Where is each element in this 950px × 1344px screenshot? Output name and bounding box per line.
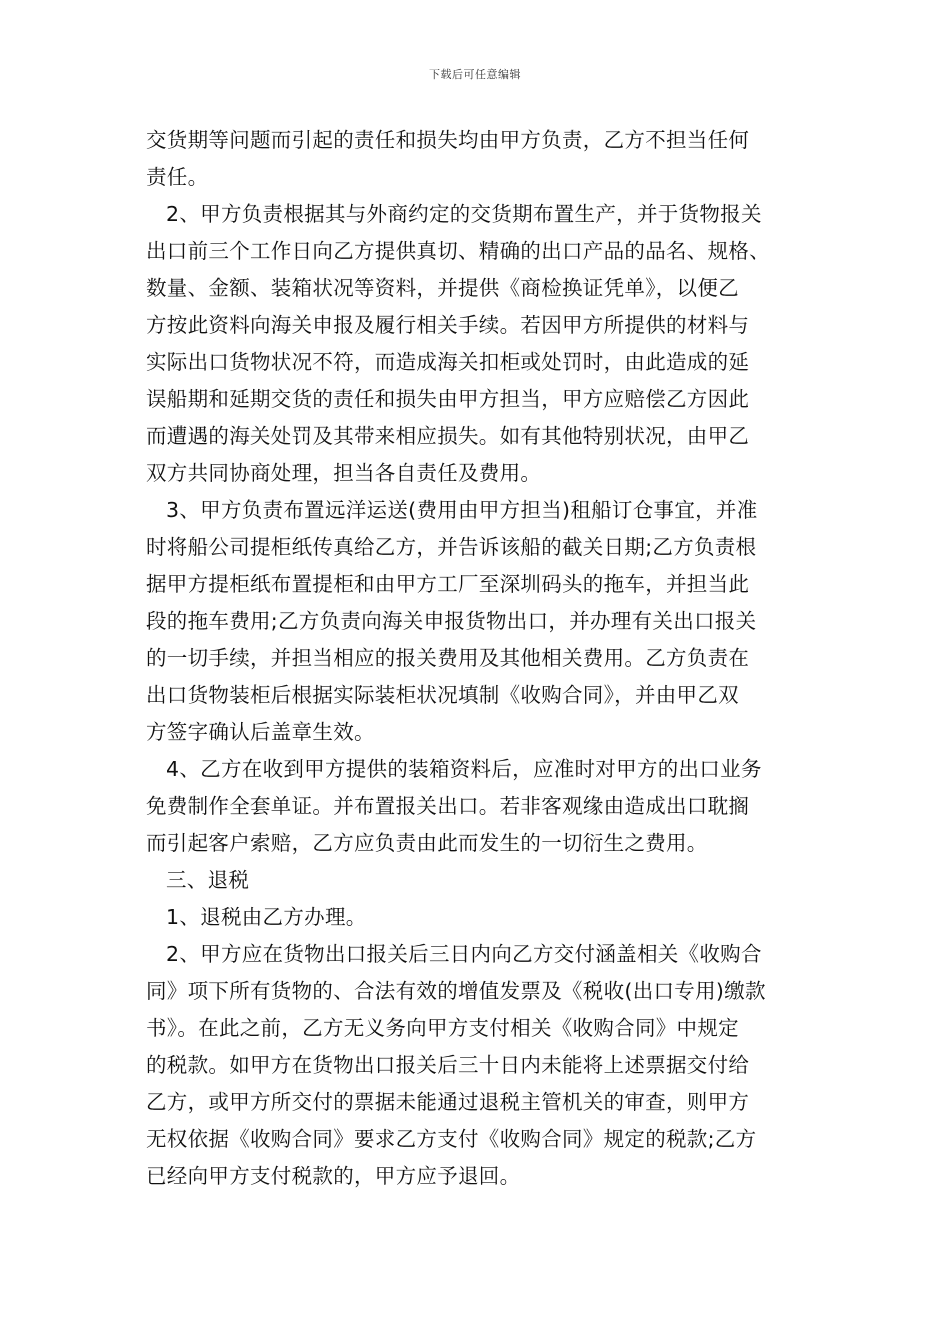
text-line: 的税款。如甲方在货物出口报关后三十日内未能将上述票据交付给 bbox=[146, 1053, 750, 1077]
text-line: 数量、金额、装箱状况等资料，并提供《商检换证凭单》，以便乙 bbox=[146, 276, 739, 300]
tax-refund-item-2-start: 2、甲方应在货物出口报关后三日内向乙方交付涵盖相关《收购合 bbox=[166, 942, 762, 966]
text-line: 双方共同协商处理，担当各自责任及费用。 bbox=[146, 461, 542, 485]
text-line: 已经向甲方支付税款的，甲方应予退回。 bbox=[146, 1164, 521, 1188]
document-body bbox=[146, 122, 810, 1195]
text-line: 出口货物装柜后根据实际装柜状况填制《收购合同》，并由甲乙双 bbox=[146, 683, 739, 707]
text-line: 免费制作全套单证。并布置报关出口。若非客观缘由造成出口耽搁 bbox=[146, 794, 750, 818]
text-line: 无权依据《收购合同》要求乙方支付《收购合同》规定的税款;乙方 bbox=[146, 1127, 757, 1151]
text-line: 而遭遇的海关处罚及其带来相应损失。如有其他特别状况，由甲乙 bbox=[146, 424, 750, 448]
text-line: 责任。 bbox=[146, 165, 209, 189]
text-line: 书》。在此之前，乙方无义务向甲方支付相关《收购合同》中规定 bbox=[146, 1016, 739, 1040]
text-line: 方签字确认后盖章生效。 bbox=[146, 720, 375, 744]
text-line: 的一切手续，并担当相应的报关费用及其他相关费用。乙方负责在 bbox=[146, 646, 750, 670]
text-line: 交货期等问题而引起的责任和损失均由甲方负责，乙方不担当任何 bbox=[146, 128, 750, 152]
tax-refund-item-1: 1、退税由乙方办理。 bbox=[166, 905, 367, 929]
paragraph-4-start: 4、乙方在收到甲方提供的装箱资料后，应准时对甲方的出口业务 bbox=[166, 757, 762, 781]
text-line: 段的拖车费用;乙方负责向海关申报货物出口，并办理有关出口报关 bbox=[146, 609, 757, 633]
text-line: 乙方，或甲方所交付的票据未能通过退税主管机关的审查，则甲方 bbox=[146, 1090, 750, 1114]
text-line: 实际出口货物状况不符，而造成海关扣柜或处罚时，由此造成的延 bbox=[146, 350, 750, 374]
text-line: 误船期和延期交货的责任和损失由甲方担当，甲方应赔偿乙方因此 bbox=[146, 387, 750, 411]
page-header-note: 下载后可任意编辑 bbox=[429, 68, 521, 81]
paragraph-3-start: 3、甲方负责布置远洋运送(费用由甲方担当)租船订仓事宜，并准 bbox=[166, 498, 758, 522]
text-line: 出口前三个工作日向乙方提供真切、精确的出口产品的品名、规格、 bbox=[146, 239, 770, 263]
text-line: 时将船公司提柜纸传真给乙方，并告诉该船的截关日期;乙方负责根 bbox=[146, 535, 757, 559]
text-line: 据甲方提柜纸布置提柜和由甲方工厂至深圳码头的拖车，并担当此 bbox=[146, 572, 750, 596]
text-line: 同》项下所有货物的、合法有效的增值发票及《税收(出口专用)缴款 bbox=[146, 979, 766, 1003]
text-line: 方按此资料向海关申报及履行相关手续。若因甲方所提供的材料与 bbox=[146, 313, 750, 337]
text-line: 而引起客户索赔，乙方应负责由此而发生的一切衍生之费用。 bbox=[146, 831, 708, 855]
paragraph-2-start: 2、甲方负责根据其与外商约定的交货期布置生产，并于货物报关 bbox=[166, 202, 762, 226]
section-heading-tax-refund: 三、退税 bbox=[166, 868, 250, 892]
